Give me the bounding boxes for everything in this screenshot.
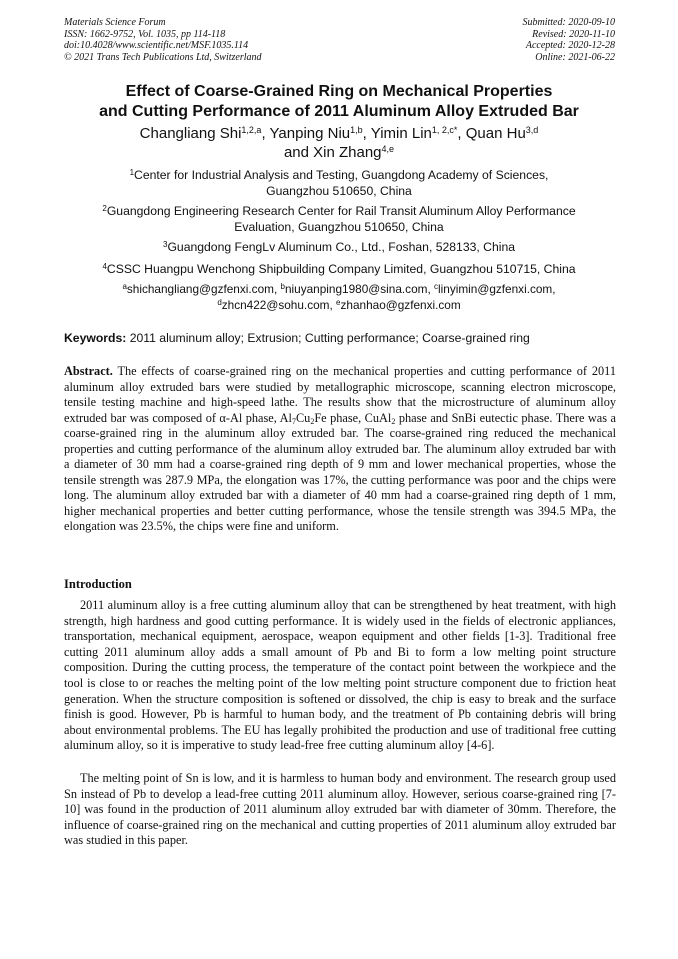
email-link[interactable]: zhanhao@gzfenxi.com (340, 297, 461, 312)
author-name: Yanping Niu (269, 125, 351, 142)
author-name: Changliang Shi (139, 125, 242, 142)
paragraph: The melting point of Sn is low, and it is harmless to human body and environment. The research group used Sn instead of Pb to develop a lead-free cutting 2011 aluminum alloy. However, serious coarse-grained ring [7-10] was found in the production of 2011 aluminum alloy extruded bar with diameter of 30mm. Therefore, the influence of coarse-grained ring on the mechanical and cutting properties of 2011 aluminum alloy extruded bar was studied in this paper. (64, 771, 616, 848)
issn-line: ISSN: 1662-9752, Vol. 1035, pp 114-118 (64, 28, 226, 40)
copyright-line: © 2021 Trans Tech Publications Ltd, Switzerland (64, 51, 262, 63)
accepted-date: Accepted: 2020-12-28 (525, 40, 615, 51)
keywords-text: 2011 aluminum alloy; Extrusion; Cutting performance; Coarse-grained ring (126, 331, 530, 345)
journal-name: Materials Science Forum (64, 17, 166, 28)
affiliation-4: $^4$CSSC Huangpu Wenchong Shipbuilding Company Limited, Guangzhou 510715, China (102, 262, 576, 276)
submission-dates (523, 17, 616, 63)
email-list: $^a$shichangliang@gzfenxi.com, $^b$niuyanping1980@sina.com, $^c$linyimin@gzfenxi.com, $^d$zhcn422@sohu.com, $^e$zhanhao@gzfenxi.com (122, 282, 556, 312)
author-sup: 1,b (350, 125, 363, 135)
affiliation-3: $^3$Guangdong FengLv Aluminum Co., Ltd., Foshan, 528133, China (162, 240, 516, 254)
email-link[interactable]: niuyanping1980@sina.com, (284, 282, 435, 296)
email-link[interactable]: shichangliang@gzfenxi.com, (126, 282, 281, 296)
affiliation-2: $^2$Guangdong Engineering Research Center for Rail Transit Aluminum Alloy Performance Evaluation, Guangzhou 510650, China (102, 204, 576, 234)
author-list: Changliang Shi$^{1,2,a}$, Yanping Niu$^{1,b}$, Yimin Lin$^{1, 2,c*}$, Quan Hu$^{3,d}$ and Xin Zhang$^{4,e}$ (139, 125, 539, 161)
email-link[interactable]: zhcn422@sohu.com, (221, 297, 337, 312)
journal-info (64, 17, 262, 63)
abstract: Abstract. The effects of coarse-grained ring on the mechanical properties and cutting performance of 2011 aluminum alloy extruded bars were studied by metallographic microscope, scanning electron microscope, tensile testing machine and high-speed lathe. The results show that the microstructure of aluminum alloy extruded bar was composed of α-Al phase, $Al_7Cu_2Fe$ phase, CuAl$_2$ phase and SnBi eutectic phase. There was a coarse-grained ring in the aluminum alloy extruded bar. The coarse-grained ring reduced the mechanical properties and cutting performance of the aluminum alloy extruded bar. The aluminum alloy extruded bar with a diameter of 30 mm had a coarse-grained ring depth of 9 mm and lower mechanical properties, whose the tensile strength was 287.9 MPa, the elongation was 17%, the cutting performance was poor and the chips were long. The aluminum alloy extruded bar with a diameter of 40 mm had a coarse-grained ring depth of 1 mm, higher mechanical properties and better cutting performance, whose the tensile strength was 394.5 MPa, the elongation was 23.5%, the chips were fine and uniform. (64, 364, 616, 533)
title-line-2: and Cutting Performance of 2011 Aluminum Alloy Extruded Bar (99, 102, 579, 120)
keywords (64, 331, 616, 345)
affiliation-1: $^1$Center for Industrial Analysis and Testing, Guangdong Academy of Sciences, Guangzhou 510650, China (129, 168, 549, 198)
email-link[interactable]: linyimin@gzfenxi.com, (438, 282, 556, 296)
keywords-label: Keywords: (64, 331, 127, 345)
paper-title (0, 82, 678, 121)
author-sup: 1, 2,c* (431, 125, 458, 135)
paragraph: 2011 aluminum alloy is a free cutting aluminum alloy that can be strengthened by heat treatment, with high strength, high hardness and good cutting performance. It is widely used in the fields of electronic appliances, transportation, mechanical equipment, aerospace, weapon equipment and other fields [1-3]. Traditional free cutting 2011 aluminum alloy adds a small amount of Pb and Bi to form a low melting point structure composition. During the cutting process, the temperature of the contact point between the workpiece and the tool is close to or reaches the melting point of the low melting point structure component due to friction heat generation. When the structure composition is softened or dissolved, the chip is easy to break and the surface finish is good. However, Pb is harmful to human body, and the treatment of Pb containing debris will bring about environmental problems. The EU has legally prohibited the production and use of traditional free cutting aluminum alloy, so it is imperative to study lead-free free cutting aluminum alloy [4-6]. (64, 598, 616, 753)
abstract-label: Abstract. (64, 364, 113, 378)
author-name: and Xin Zhang (283, 144, 382, 161)
submitted-date: Submitted: 2020-09-10 (522, 17, 615, 28)
section-heading-introduction: Introduction (64, 577, 132, 591)
title-line-1: Effect of Coarse-Grained Ring on Mechanical Properties (125, 83, 553, 100)
author-sup: 4,e (381, 144, 395, 154)
revised-date: Revised: 2020-11-10 (532, 28, 615, 40)
author-sup: 1,2,a (241, 125, 262, 135)
online-date: Online: 2021-06-22 (535, 51, 615, 63)
doi-line: doi:10.4028/www.scientific.net/MSF.1035.114 (64, 40, 249, 51)
author-name: Yimin Lin (370, 125, 432, 142)
author-sup: 3,d (525, 125, 539, 135)
author-name: Quan Hu (465, 125, 526, 142)
